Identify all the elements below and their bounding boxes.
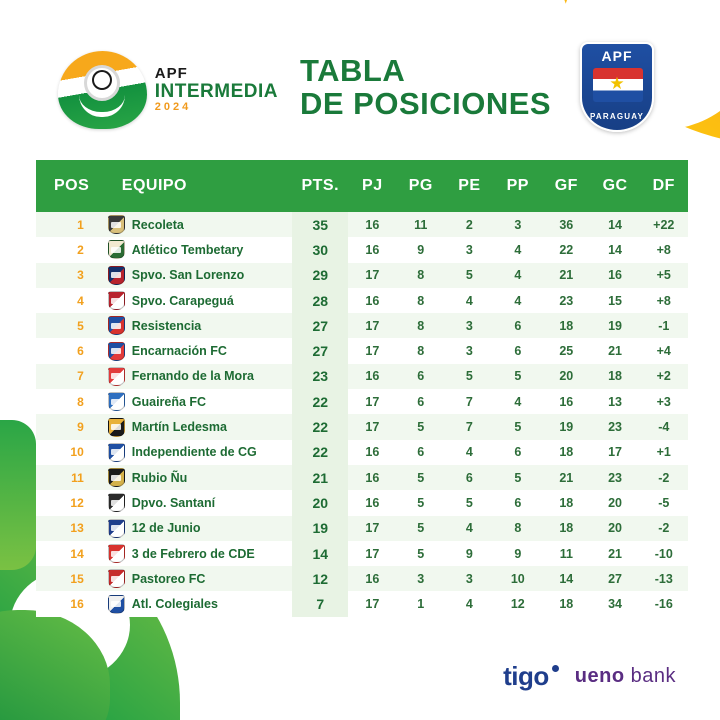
cell-equipo	[100, 541, 292, 566]
team-name: Rubio Ñu	[131, 470, 188, 485]
team-badge-icon	[108, 291, 125, 310]
table-row	[36, 212, 688, 237]
cell-pts: 19	[292, 516, 348, 541]
cell-pe: 5	[445, 263, 493, 288]
ueno-label: ueno	[574, 665, 625, 687]
cell-gf: 18	[542, 490, 591, 515]
team-badge-icon	[108, 367, 125, 386]
cell-pp: 12	[494, 591, 542, 616]
page-title-line-2: DE POSICIONES	[300, 86, 552, 122]
cell-pp: 6	[494, 313, 542, 338]
cell-equipo	[100, 389, 292, 414]
cell-pg: 5	[396, 414, 445, 439]
cell-pg: 8	[396, 338, 445, 363]
cell-equipo	[100, 465, 292, 490]
table-row	[36, 389, 688, 414]
logo-line-3: 2024	[154, 101, 192, 114]
crest-shield-icon	[580, 42, 654, 132]
cell-pp: 4	[494, 389, 542, 414]
cell-gc: 21	[591, 541, 640, 566]
cell-pj: 17	[348, 591, 396, 616]
crest-bottom-text: PARAGUAY	[589, 112, 645, 121]
cell-pg: 6	[396, 440, 445, 465]
team-badge-icon	[108, 342, 125, 361]
cell-pe: 2	[445, 212, 493, 237]
team-badge-icon	[108, 519, 125, 538]
cell-gf: 18	[542, 313, 591, 338]
table-row	[36, 364, 688, 389]
cell-pp: 3	[494, 212, 542, 237]
cell-pos: 5	[36, 313, 100, 338]
cell-df: -4	[640, 414, 688, 439]
cell-gf: 36	[542, 212, 591, 237]
apf-logo-text	[155, 66, 278, 113]
cell-gf: 19	[542, 414, 591, 439]
cell-pp: 6	[494, 490, 542, 515]
cell-pos: 4	[36, 288, 100, 313]
team-badge-icon	[108, 316, 125, 335]
table-row	[36, 591, 688, 616]
cell-pp: 8	[494, 516, 542, 541]
cell-pg: 5	[396, 541, 445, 566]
column-header-pp: PP	[494, 160, 542, 212]
column-header-gc: GC	[591, 160, 640, 212]
cell-df: -2	[640, 465, 688, 490]
cell-pos: 13	[36, 516, 100, 541]
cell-pos: 11	[36, 465, 100, 490]
cell-df: -2	[640, 516, 688, 541]
cell-df: +3	[640, 389, 688, 414]
team-badge-icon	[108, 595, 125, 614]
cell-gc: 23	[591, 465, 640, 490]
team-name: Atl. Colegiales	[131, 597, 218, 612]
tigo-dot-icon	[552, 665, 559, 672]
team-badge-icon	[108, 418, 125, 437]
star-icon: ★	[609, 74, 625, 93]
table-row	[36, 288, 688, 313]
logo-line-2: INTERMEDIA	[154, 81, 278, 103]
cell-gf: 11	[542, 541, 591, 566]
team-badge-icon	[108, 468, 125, 487]
logo-line-1: APF	[154, 65, 188, 83]
cell-df: +22	[640, 212, 688, 237]
cell-equipo	[100, 364, 292, 389]
cell-pos: 9	[36, 414, 100, 439]
team-name: Recoleta	[131, 217, 184, 232]
table-row	[36, 541, 688, 566]
cell-pts: 14	[292, 541, 348, 566]
cell-pos: 16	[36, 591, 100, 616]
cell-pg: 9	[396, 237, 445, 262]
cell-gf: 23	[542, 288, 591, 313]
cell-pos: 6	[36, 338, 100, 363]
cell-pp: 4	[494, 237, 542, 262]
cell-pts: 7	[292, 591, 348, 616]
footer-sponsors	[503, 661, 676, 692]
cell-pos: 12	[36, 490, 100, 515]
cell-equipo	[100, 591, 292, 616]
cell-pg: 6	[396, 364, 445, 389]
cell-pj: 17	[348, 516, 396, 541]
cell-gc: 15	[591, 288, 640, 313]
cell-equipo	[100, 288, 292, 313]
cell-pts: 22	[292, 440, 348, 465]
cell-gf: 18	[542, 516, 591, 541]
cell-equipo	[100, 566, 292, 591]
team-name: Pastoreo FC	[131, 571, 206, 586]
cell-pos: 1	[36, 212, 100, 237]
team-badge-icon	[108, 266, 125, 285]
team-name: Atlético Tembetary	[131, 242, 244, 257]
cell-gc: 16	[591, 263, 640, 288]
cell-pj: 16	[348, 288, 396, 313]
column-header-df: DF	[640, 160, 688, 212]
table-row	[36, 490, 688, 515]
cell-equipo	[100, 237, 292, 262]
cell-gc: 20	[591, 490, 640, 515]
cell-gf: 18	[542, 440, 591, 465]
cell-pg: 5	[396, 490, 445, 515]
cell-pe: 4	[445, 440, 493, 465]
cell-df: -16	[640, 591, 688, 616]
cell-pts: 29	[292, 263, 348, 288]
cell-pts: 22	[292, 414, 348, 439]
cell-pe: 5	[445, 490, 493, 515]
cell-pg: 8	[396, 313, 445, 338]
cell-pts: 28	[292, 288, 348, 313]
cell-pp: 10	[494, 566, 542, 591]
cell-pp: 5	[494, 465, 542, 490]
cell-pp: 4	[494, 288, 542, 313]
page-title	[300, 54, 551, 121]
cell-equipo	[100, 313, 292, 338]
column-header-equipo: EQUIPO	[100, 160, 292, 212]
cell-gf: 21	[542, 465, 591, 490]
cell-gf: 22	[542, 237, 591, 262]
cell-pe: 5	[445, 364, 493, 389]
team-name: Independiente de CG	[131, 445, 257, 460]
cell-equipo	[100, 263, 292, 288]
cell-df: -10	[640, 541, 688, 566]
smile-icon	[79, 95, 125, 117]
cell-pe: 3	[445, 566, 493, 591]
crest-top-text: APF	[601, 48, 633, 64]
cell-equipo	[100, 516, 292, 541]
cell-pts: 30	[292, 237, 348, 262]
cell-pos: 2	[36, 237, 100, 262]
cell-equipo	[100, 490, 292, 515]
team-badge-icon	[108, 569, 125, 588]
column-header-pos: POS	[36, 160, 100, 212]
cell-pj: 16	[348, 465, 396, 490]
cell-equipo	[100, 440, 292, 465]
team-name: Spvo. Carapeguá	[131, 293, 234, 308]
cell-pp: 4	[494, 263, 542, 288]
cell-pe: 9	[445, 541, 493, 566]
cell-gc: 20	[591, 516, 640, 541]
cell-gc: 21	[591, 338, 640, 363]
cell-pts: 12	[292, 566, 348, 591]
table-row	[36, 516, 688, 541]
tigo-label: tigo	[503, 661, 549, 691]
cell-df: +2	[640, 364, 688, 389]
apf-crest	[580, 42, 654, 134]
table-row	[36, 465, 688, 490]
apf-intermedia-logo	[58, 50, 278, 130]
cell-equipo	[100, 338, 292, 363]
cell-df: -1	[640, 313, 688, 338]
team-name: Martín Ledesma	[131, 420, 227, 435]
cell-pts: 35	[292, 212, 348, 237]
team-name: Dpvo. Santaní	[131, 495, 216, 510]
table-row	[36, 237, 688, 262]
team-name: Encarnación FC	[131, 344, 227, 359]
cell-gf: 25	[542, 338, 591, 363]
table-row	[36, 338, 688, 363]
standings-table-wrapper	[36, 160, 688, 617]
cell-pp: 6	[494, 338, 542, 363]
header	[0, 42, 720, 142]
cell-pe: 3	[445, 237, 493, 262]
cell-df: +5	[640, 263, 688, 288]
cell-df: -5	[640, 490, 688, 515]
cell-pe: 7	[445, 414, 493, 439]
cell-pj: 17	[348, 313, 396, 338]
cell-pts: 27	[292, 313, 348, 338]
team-badge-icon	[108, 443, 125, 462]
cell-pts: 27	[292, 338, 348, 363]
tigo-logo	[503, 661, 549, 692]
column-header-pg: PG	[396, 160, 445, 212]
table-row	[36, 414, 688, 439]
cell-pp: 5	[494, 414, 542, 439]
table-body	[36, 212, 688, 617]
cell-pj: 16	[348, 212, 396, 237]
cell-pe: 4	[445, 516, 493, 541]
cell-pe: 3	[445, 313, 493, 338]
standings-table	[36, 160, 688, 617]
table-row	[36, 263, 688, 288]
cell-pj: 17	[348, 541, 396, 566]
cell-gc: 14	[591, 212, 640, 237]
cell-equipo	[100, 414, 292, 439]
team-name: Fernando de la Mora	[131, 369, 255, 384]
column-header-pe: PE	[445, 160, 493, 212]
cell-gc: 17	[591, 440, 640, 465]
cell-pg: 1	[396, 591, 445, 616]
cell-gc: 18	[591, 364, 640, 389]
cell-pj: 17	[348, 389, 396, 414]
cell-pe: 4	[445, 288, 493, 313]
cell-df: -13	[640, 566, 688, 591]
team-badge-icon	[108, 240, 125, 259]
team-name: Resistencia	[131, 318, 202, 333]
cell-pe: 3	[445, 338, 493, 363]
cell-pts: 22	[292, 389, 348, 414]
cell-pg: 8	[396, 288, 445, 313]
cell-pg: 11	[396, 212, 445, 237]
cell-pe: 4	[445, 591, 493, 616]
cell-pe: 7	[445, 389, 493, 414]
team-name: Guaireña FC	[131, 394, 207, 409]
cell-pg: 5	[396, 516, 445, 541]
cell-pj: 17	[348, 414, 396, 439]
team-badge-icon	[108, 493, 125, 512]
cell-pp: 6	[494, 440, 542, 465]
cell-pts: 23	[292, 364, 348, 389]
cell-gf: 18	[542, 591, 591, 616]
cell-pj: 16	[348, 364, 396, 389]
cell-gf: 21	[542, 263, 591, 288]
apf-logo-icon	[58, 51, 147, 129]
cell-gc: 27	[591, 566, 640, 591]
team-badge-icon	[108, 544, 125, 563]
bank-label: bank	[630, 665, 676, 687]
cell-pos: 10	[36, 440, 100, 465]
cell-gf: 16	[542, 389, 591, 414]
ueno-bank-logo	[575, 665, 676, 688]
cell-pg: 6	[396, 389, 445, 414]
cell-pj: 16	[348, 440, 396, 465]
cell-gc: 23	[591, 414, 640, 439]
cell-df: +8	[640, 288, 688, 313]
cell-pj: 16	[348, 566, 396, 591]
cell-df: +1	[640, 440, 688, 465]
cell-pp: 9	[494, 541, 542, 566]
column-header-gf: GF	[542, 160, 591, 212]
decorative-tab-left	[0, 420, 36, 570]
cell-pos: 15	[36, 566, 100, 591]
cell-pj: 17	[348, 263, 396, 288]
table-row	[36, 566, 688, 591]
cell-pts: 21	[292, 465, 348, 490]
page-title-line-1: TABLA	[300, 53, 406, 88]
cell-pj: 16	[348, 237, 396, 262]
cell-pj: 16	[348, 490, 396, 515]
cell-gc: 13	[591, 389, 640, 414]
cell-gc: 34	[591, 591, 640, 616]
cell-pg: 8	[396, 263, 445, 288]
cell-gc: 19	[591, 313, 640, 338]
cell-pos: 14	[36, 541, 100, 566]
cell-pg: 3	[396, 566, 445, 591]
column-header-pj: PJ	[348, 160, 396, 212]
table-header-row	[36, 160, 688, 212]
cell-df: +4	[640, 338, 688, 363]
cell-pos: 3	[36, 263, 100, 288]
cell-pts: 20	[292, 490, 348, 515]
team-badge-icon	[108, 215, 125, 234]
cell-pos: 7	[36, 364, 100, 389]
team-name: 3 de Febrero de CDE	[131, 546, 255, 561]
team-name: 12 de Junio	[131, 521, 201, 536]
cell-gc: 14	[591, 237, 640, 262]
table-row	[36, 313, 688, 338]
column-header-pts: PTS.	[292, 160, 348, 212]
cell-pos: 8	[36, 389, 100, 414]
table-row	[36, 440, 688, 465]
cell-df: +8	[640, 237, 688, 262]
cell-pp: 5	[494, 364, 542, 389]
team-badge-icon	[108, 392, 125, 411]
cell-gf: 20	[542, 364, 591, 389]
cell-gf: 14	[542, 566, 591, 591]
cell-equipo	[100, 212, 292, 237]
cell-pe: 6	[445, 465, 493, 490]
cell-pj: 17	[348, 338, 396, 363]
team-name: Spvo. San Lorenzo	[131, 268, 245, 283]
cell-pg: 5	[396, 465, 445, 490]
table-header	[36, 160, 688, 212]
